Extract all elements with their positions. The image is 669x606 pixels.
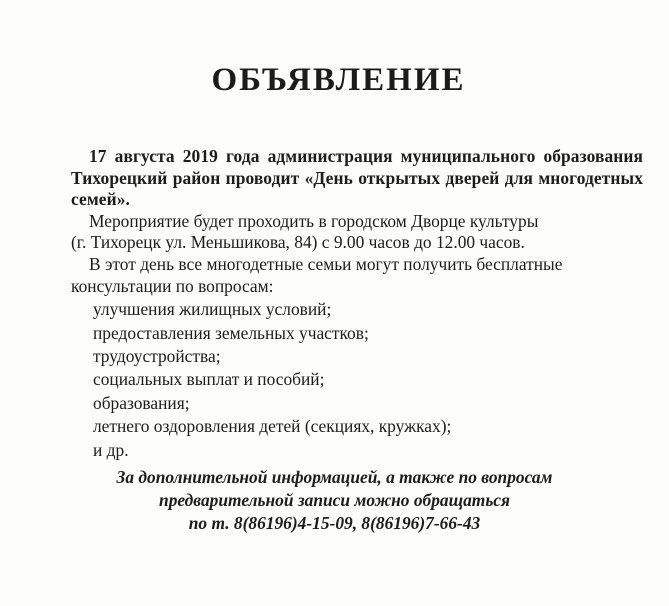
list-item: социальных выплат и пособий; [93, 369, 325, 390]
list-item: предоставления земельных участков; [93, 322, 369, 343]
consultation-topics-list [71, 298, 643, 462]
contact-phone-line: по т. 8(86196)4-15-09, 8(86196)7-66-43 [188, 513, 481, 533]
list-item: улучшения жилищных условий; [93, 299, 332, 320]
list-item: и др. [93, 439, 129, 460]
venue-line-2: (г. Тихорецк ул. Меньшикова, 84) с 9.00 часов до 12.00 часов. [71, 232, 525, 253]
lead-paragraph: 17 августа 2019 года администрация муниципального образования Тихорецкий район проводит «День открытых дверей для многодетных семей». [71, 146, 643, 210]
announcement-body [71, 146, 643, 462]
consult-line-2: консультации по вопросам: [71, 275, 274, 296]
list-item: образования; [93, 392, 190, 413]
contact-note-line-2: предварительной записи можно обращаться [159, 490, 510, 510]
venue-line-1: Мероприятие будет проходить в городском Дворце культуры [89, 210, 539, 231]
list-item: трудоустройства; [93, 345, 221, 366]
page-title: ОБЪЯВЛЕНИЕ [211, 62, 466, 98]
contact-note [0, 466, 669, 535]
consult-line-1: В этот день все многодетные семьи могут получить бесплатные [89, 253, 563, 274]
list-item: летнего оздоровления детей (секциях, кружках); [93, 416, 452, 437]
contact-note-line-1: За дополнительной информацией, а также по вопросам [116, 467, 553, 487]
